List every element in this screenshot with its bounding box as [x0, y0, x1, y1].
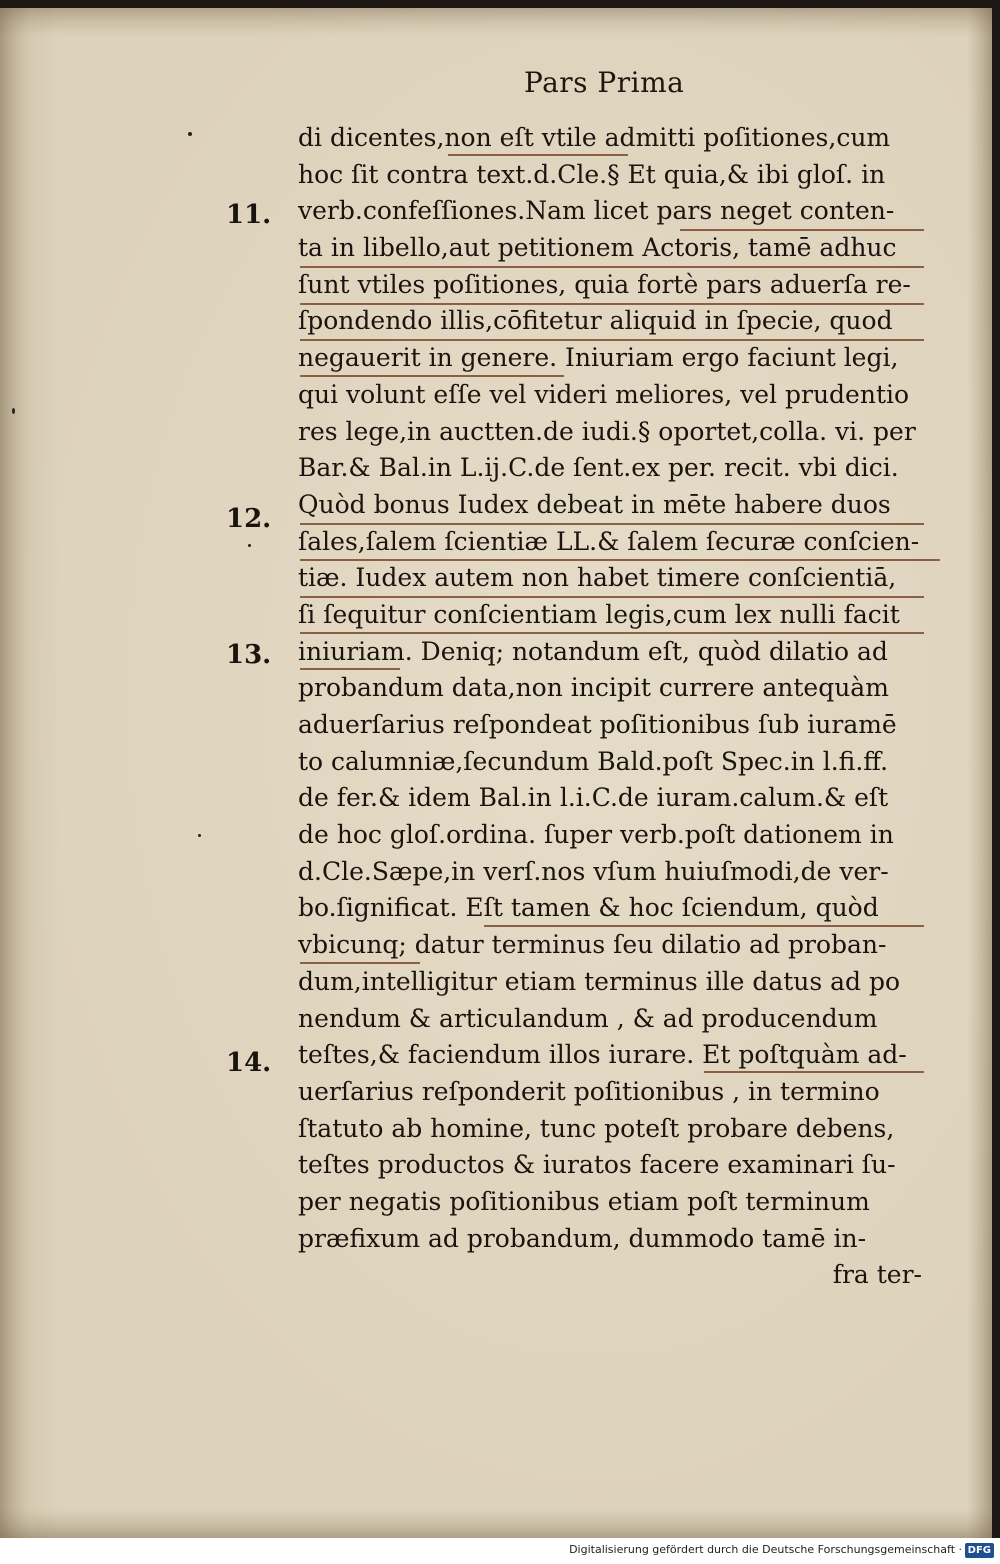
catchword: fra ter- — [832, 1260, 922, 1290]
text-line: verb.confeſſiones.Nam licet pars neget conten- — [298, 196, 895, 226]
text-line: to calumniæ,ſecundum Bald.poſt Spec.in l.fi.ff. — [298, 746, 889, 776]
text-line: teſtes,& faciendum illos iurare. Et poſtquàm ad- — [298, 1040, 907, 1070]
text-line: di dicentes,non eſt vtile admitti poſitiones,cum — [298, 123, 891, 152]
text-line: ſpondendo illis,cōfitetur aliquid in ſpecie, quod — [298, 306, 893, 336]
text-line: Bar.& Bal.in L.ij.C.de ſent.ex per. recit. vbi dici. — [298, 453, 899, 483]
text-line: aduerſarius reſpondeat poſitionibus ſub iuramē — [298, 710, 897, 739]
margin-number-11: 11. — [226, 200, 272, 230]
ink-speck — [12, 408, 15, 414]
funding-credit: Digitalisierung gefördert durch die Deutsche Forschungsgemeinschaft · — [569, 1543, 962, 1556]
text-line: ſunt vtiles poſitiones, quia fortè pars aduerſa re- — [298, 269, 911, 299]
handwritten-underline — [704, 1071, 924, 1073]
text-line: bo.ſignificat. Eſt tamen & hoc ſciendum, quòd — [298, 893, 879, 923]
text-line: de hoc gloſ.ordina. ſuper verb.poſt dationem in — [298, 820, 894, 850]
body-text — [298, 120, 926, 1294]
handwritten-underline — [300, 303, 924, 305]
handwritten-underline — [300, 266, 924, 268]
handwritten-underline — [300, 596, 924, 598]
text-line: teſtes productos & iuratos facere examinari ſu- — [298, 1150, 896, 1180]
text-line: d.Cle.Sæpe,in verſ.nos vſum huiuſmodi,de ver- — [298, 856, 889, 886]
ink-speck — [188, 132, 192, 136]
text-line: ſtatuto ab homine, tunc poteſt probare debens, — [298, 1113, 895, 1143]
dfg-logo: DFG — [965, 1543, 994, 1558]
text-line: qui volunt eſſe vel videri meliores, vel prudentio — [298, 379, 910, 409]
handwritten-underline — [300, 339, 924, 341]
handwritten-underline — [300, 375, 564, 377]
ink-speck — [198, 834, 201, 837]
margin-number-13: 13. — [226, 640, 272, 670]
handwritten-underline — [680, 229, 924, 231]
text-line: tiæ. Iudex autem non habet timere conſcientiā, — [298, 563, 897, 593]
text-line: uerſarius reſponderit poſitionibus , in termino — [298, 1076, 880, 1106]
handwritten-underline — [300, 632, 924, 634]
text-line: hoc ſit contra text.d.Cle.§ Et quia,& ibi gloſ. in — [298, 159, 886, 189]
book-page — [0, 8, 992, 1538]
text-line: nendum & articulandum , & ad producendum — [298, 1003, 878, 1033]
text-line: per negatis poſitionibus etiam poſt terminum — [298, 1186, 870, 1216]
text-line: probandum data,non incipit currere antequàm — [298, 673, 889, 703]
digitization-footer — [0, 1538, 1000, 1564]
text-line: de fer.& idem Bal.in l.i.C.de iuram.calum.& eſt — [298, 783, 889, 813]
text-line: præfixum ad probandum, dummodo tamē in- — [298, 1223, 867, 1253]
text-line: ſales,ſalem ſcientiæ LL.& ſalem ſecuræ conſcien- — [298, 526, 920, 556]
running-head: Pars Prima — [524, 66, 685, 99]
ink-speck — [248, 544, 251, 547]
text-line: ſi ſequitur conſcientiam legis,cum lex nulli facit — [298, 599, 900, 629]
text-line: negauerit in genere. Iniuriam ergo faciunt legi, — [298, 343, 899, 373]
text-line: res lege,in auctten.de iudi.§ oportet,colla. vi. per — [298, 416, 916, 446]
handwritten-underline — [300, 668, 400, 670]
text-line: iniuriam. Deniq; notandum eſt, quòd dilatio ad — [298, 636, 888, 666]
handwritten-underline — [448, 154, 628, 156]
text-line: dum,intelligitur etiam terminus ille datus ad po — [298, 966, 901, 996]
handwritten-underline — [300, 962, 420, 964]
margin-number-14: 14. — [226, 1048, 272, 1078]
text-line: Quòd bonus Iudex debeat in mēte habere duos — [298, 489, 891, 519]
margin-number-12: 12. — [226, 504, 272, 534]
text-line: vbicunq; datur terminus ſeu dilatio ad proban- — [298, 930, 887, 960]
handwritten-underline — [484, 925, 924, 927]
handwritten-underline — [300, 559, 940, 561]
text-line: ta in libello,aut petitionem Actoris, tamē adhuc — [298, 233, 897, 263]
handwritten-underline — [300, 523, 924, 525]
